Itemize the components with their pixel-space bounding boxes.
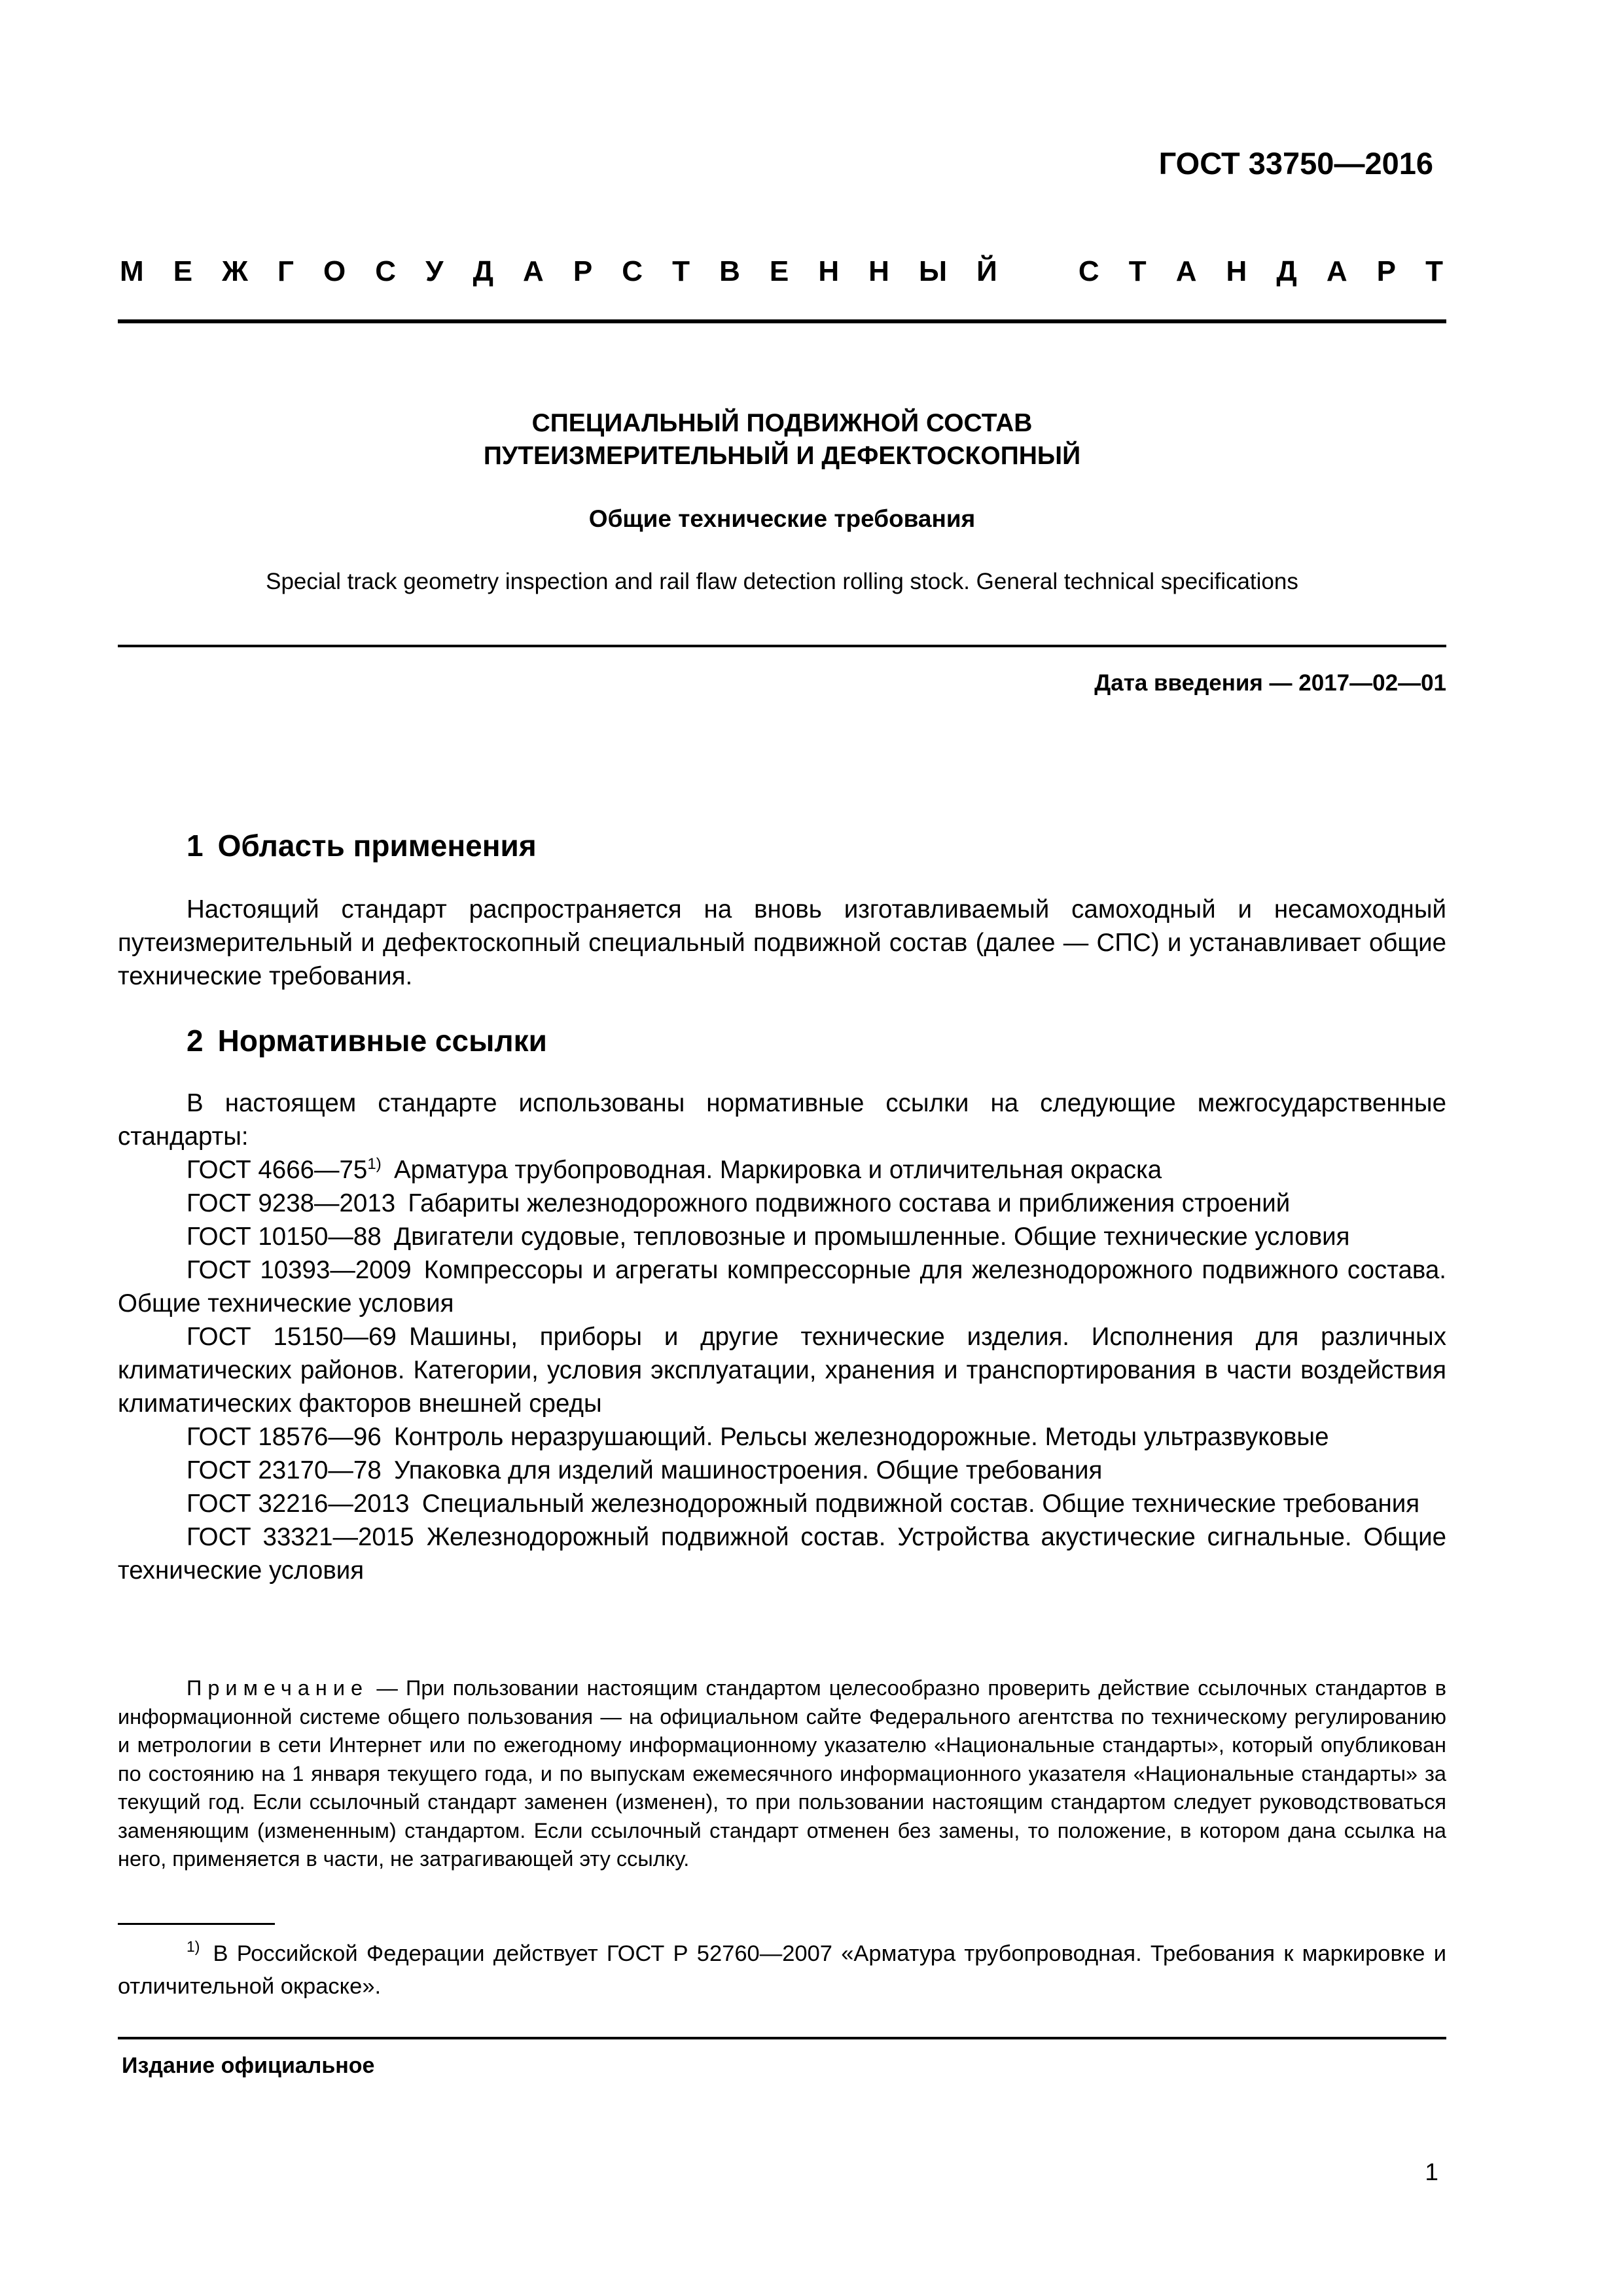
reference-item	[118, 1153, 1446, 1187]
title-block	[118, 407, 1446, 597]
section-2-number: 2	[187, 1024, 204, 1058]
title-rule	[118, 645, 1446, 647]
heading-letter: М	[120, 255, 144, 287]
reference-code: ГОСТ 18576—96	[187, 1423, 382, 1451]
section-1-title: Область применения	[217, 829, 537, 863]
reference-code: ГОСТ 9238—2013	[187, 1189, 396, 1217]
gost-number: ГОСТ 33750—2016	[1158, 146, 1433, 181]
heading-letter: Н	[868, 255, 889, 287]
heading-letter: Р	[573, 255, 593, 287]
heading-letter: А	[1175, 255, 1197, 287]
interstate-standard-heading	[120, 255, 1443, 288]
reference-code: ГОСТ 32216—2013	[187, 1490, 410, 1518]
heading-letter: У	[425, 255, 444, 287]
heading-word-gap	[1027, 255, 1049, 288]
reference-code: ГОСТ 4666—75	[187, 1156, 368, 1184]
section-1-paragraph: Настоящий стандарт распространяется на вновь изготавливаемый самоходный и несамоходный путеизмерительный и дефектоскопный специальный подвижной состав (далее — СПС) и устанавливает общие технические требования.	[118, 895, 1446, 990]
reference-code: ГОСТ 23170—78	[187, 1456, 382, 1484]
reference-item	[118, 1487, 1446, 1520]
heading-letter: Ж	[222, 255, 248, 287]
section-2-heading	[187, 1023, 547, 1058]
official-edition-label: Издание официальное	[122, 2053, 375, 2078]
reference-item	[118, 1320, 1446, 1420]
reference-title: Арматура трубопроводная. Маркировка и отличительная окраска	[393, 1156, 1162, 1184]
section-1-number: 1	[187, 829, 204, 863]
reference-code: ГОСТ 10393—2009	[187, 1256, 412, 1284]
footnote-text: В Российской Федерации действует ГОСТ Р 52760—2007 «Арматура трубопроводная. Требования к маркировке и отличительной окраске».	[118, 1941, 1446, 1999]
note-text: — При пользовании настоящим стандартом целесообразно проверить действие ссылочных стандартов в информационной системе общего пользования — на официальном сайте Федерального агентства по техническому регулированию и метрологии в сети Интернет или по ежегодному информационному указателю «Национальные стандарты», который опубликован по состоянию на 1 января текущего года, и по выпускам ежемесячного информационного указателя «Национальные стандарты» за текущий год. Если ссылочный стандарт заменен (изменен), то при пользовании настоящим стандартом следует руководствоваться заменяющим (измененным) стандартом. Если ссылочный стандарт отменен без замены, то положение, в котором дана ссылка на него, применяется в части, не затрагивающей эту ссылку.	[118, 1676, 1447, 1871]
english-title: Special track geometry inspection and rail flaw detection rolling stock. General technical specifications	[266, 569, 1298, 594]
heading-letter: Т	[1425, 255, 1443, 287]
heading-letter: С	[1078, 255, 1099, 287]
note-label: Примечание	[187, 1676, 369, 1700]
section-1-heading	[187, 828, 537, 863]
reference-footnote-marker: 1)	[367, 1155, 382, 1173]
note	[118, 1674, 1446, 1874]
reference-item	[118, 1454, 1446, 1487]
reference-title: Компрессоры и агрегаты компрессорные для железнодорожного подвижного состава. Общие технические условия	[118, 1256, 1446, 1318]
heading-letter: Е	[769, 255, 789, 287]
heading-letter: Ы	[919, 255, 948, 287]
heading-letter: А	[523, 255, 544, 287]
heading-letter: Н	[818, 255, 840, 287]
heading-letter: Т	[1128, 255, 1147, 287]
reference-item	[118, 1520, 1446, 1587]
reference-item	[118, 1220, 1446, 1253]
heading-letter: Д	[473, 255, 493, 287]
reference-item	[118, 1420, 1446, 1454]
reference-title: Специальный железнодорожный подвижной состав. Общие технические требования	[421, 1490, 1420, 1518]
heading-letter: Д	[1276, 255, 1297, 287]
heading-letter: Т	[672, 255, 690, 287]
section-2-title: Нормативные ссылки	[217, 1024, 547, 1058]
title-line-1: СПЕЦИАЛЬНЫЙ ПОДВИЖНОЙ СОСТАВ	[531, 409, 1033, 437]
heading-letter: Р	[1376, 255, 1397, 287]
section-1-body	[118, 893, 1446, 993]
footnote-marker: 1)	[187, 1938, 200, 1955]
reference-title: Железнодорожный подвижной состав. Устройства акустические сигнальные. Общие технические условия	[118, 1523, 1446, 1585]
reference-code: ГОСТ 10150—88	[187, 1223, 382, 1251]
heading-letter: О	[323, 255, 346, 287]
heading-letter: С	[622, 255, 643, 287]
introduction-date: Дата введения — 2017—02—01	[1094, 670, 1446, 696]
reference-item	[118, 1253, 1446, 1320]
footnote-rule	[118, 1923, 275, 1925]
reference-code: ГОСТ 15150—69	[187, 1323, 397, 1351]
heading-letter: Е	[173, 255, 193, 287]
reference-title: Контроль неразрушающий. Рельсы железнодорожные. Методы ультразвуковые	[394, 1423, 1329, 1451]
reference-title: Габариты железнодорожного подвижного состава и приближения строений	[408, 1189, 1291, 1217]
heading-letter: А	[1326, 255, 1347, 287]
heading-letter: С	[375, 255, 397, 287]
page-number: 1	[1425, 2159, 1438, 2185]
footnote	[118, 1937, 1446, 2003]
reference-list	[118, 1153, 1446, 1587]
heading-letter: Й	[976, 255, 997, 287]
heading-letter: Н	[1226, 255, 1247, 287]
reference-item	[118, 1187, 1446, 1220]
heading-letter: В	[719, 255, 740, 287]
subtitle: Общие технические требования	[588, 505, 976, 532]
reference-title: Двигатели судовые, тепловозные и промышленные. Общие технические условия	[394, 1223, 1350, 1251]
reference-title: Машины, приборы и другие технические изделия. Исполнения для различных климатических районов. Категории, условия эксплуатации, хранения и транспортирования в части воздействия климатических факторов внешней среды	[118, 1323, 1446, 1418]
reference-title: Упаковка для изделий машиностроения. Общие требования	[394, 1456, 1103, 1484]
footer-rule	[118, 2037, 1446, 2039]
title-line-2: ПУТЕИЗМЕРИТЕЛЬНЫЙ И ДЕФЕКТОСКОПНЫЙ	[483, 442, 1081, 470]
normative-references	[118, 1086, 1446, 1587]
header-rule	[118, 319, 1446, 323]
heading-letter: Г	[277, 255, 294, 287]
reference-code: ГОСТ 33321—2015	[187, 1523, 414, 1551]
references-intro: В настоящем стандарте использованы нормативные ссылки на следующие межгосударственные стандарты:	[118, 1089, 1446, 1151]
note-paragraph	[118, 1674, 1446, 1874]
